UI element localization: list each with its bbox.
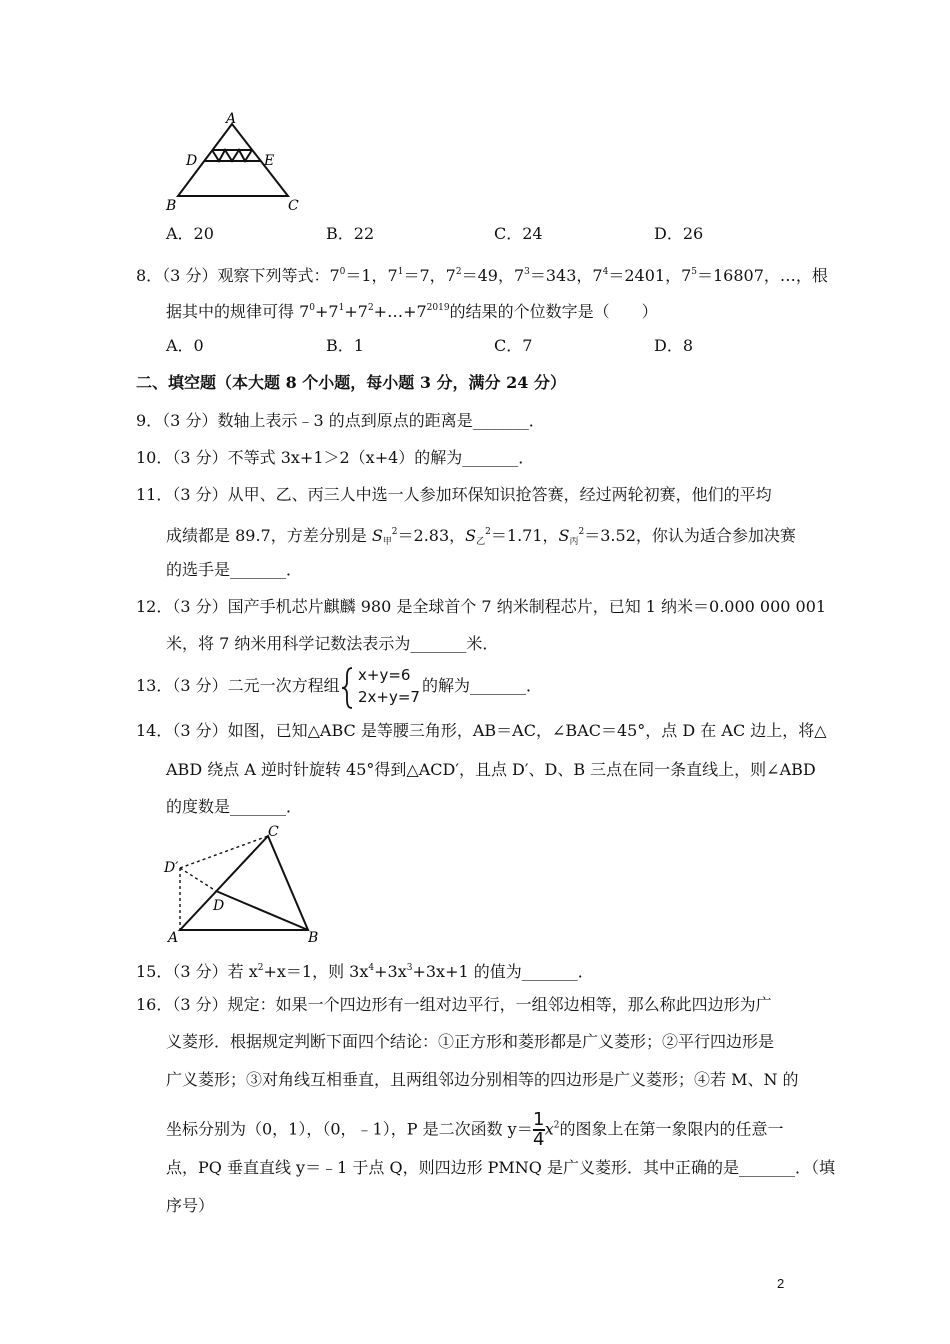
q16-line3: 广义菱形；③对角线互相垂直，且两组邻边分别相等的四边形是广义菱形；④若 M、N 的 xyxy=(166,1070,799,1089)
page-number: 2 xyxy=(777,1276,785,1291)
q14-line3: 的度数是_______． xyxy=(166,797,303,816)
label-d2: D xyxy=(213,898,225,914)
q8-line1: 8．（3 分）观察下列等式：$7^0=1$，$7^1=7$，$7^2=49$，$7^3=343$，$7^4=2401$，$7^5=16807$，…，根 xyxy=(136,266,828,285)
q13-brace xyxy=(340,666,354,710)
q8-line2: 据其中的规律可得 $7^0+7^1+7^2+\dots+7^{2019}$的结果的个位数字是（ ） xyxy=(166,302,658,321)
q7-option-d: D．26 xyxy=(654,224,704,243)
label-dprime: D′ xyxy=(164,860,179,876)
q15: 15．（3 分）若 $x^2+x=1$，则 $3x^4+3x^3+3x+1$ 的值为_______． xyxy=(136,962,594,981)
label-a: A xyxy=(226,112,237,127)
q12-line2: 米，将 7 纳米用科学记数法表示为_______米． xyxy=(166,634,499,653)
q13-prefix: 13．（3 分）二元一次方程组 xyxy=(136,676,340,695)
dash-dp-c xyxy=(180,836,268,868)
q10: 10．（3 分）不等式 3x+1＞2（x+4）的解为_______． xyxy=(136,448,535,467)
zigzag xyxy=(212,150,252,161)
triangle-abc-2 xyxy=(180,836,308,930)
label-a2: A xyxy=(168,930,179,946)
label-d: D xyxy=(186,153,198,169)
label-e: E xyxy=(264,153,275,169)
q11-line1: 11．（3 分）从甲、乙、丙三人中选一人参加环保知识抢答赛，经过两轮初赛，他们的平均 xyxy=(136,485,772,504)
label-b2: B xyxy=(308,930,319,946)
q8-option-c: C．7 xyxy=(494,336,533,355)
q14-line2: ABD 绕点 A 逆时针旋转 45°得到△ACD′，且点 D′、D、B 三点在同一条直线上，则∠ABD xyxy=(166,760,816,779)
q13-eq2: 2x+y=7 xyxy=(358,688,420,706)
q16-line5: 点，PQ 垂直直线 y＝﹣1 于点 Q，则四边形 PMNQ 是广义菱形．其中正确的是_______．（填 xyxy=(166,1158,836,1177)
q12-line1: 12．（3 分）国产手机芯片麒麟 980 是全球首个 7 纳米制程芯片，已知 1 纳米＝0.000 000 001 xyxy=(136,597,827,616)
q8-option-b: B．1 xyxy=(326,336,364,355)
q11-line3: 的选手是_______． xyxy=(166,560,303,579)
label-c: C xyxy=(288,198,299,212)
q13-eq1: x+y=6 xyxy=(358,666,411,684)
section-2-heading: 二、填空题（本大题 8 个小题，每小题 3 分，满分 24 分） xyxy=(136,373,566,392)
q13-suffix: 的解为_______． xyxy=(422,676,543,695)
dash-dp-d xyxy=(180,868,216,891)
q16-line6: 序号） xyxy=(166,1196,215,1215)
q7-option-b: B．22 xyxy=(326,224,375,243)
q16-line1: 16．（3 分）规定：如果一个四边形有一组对边平行，一组邻边相等，那么称此四边形为广 xyxy=(136,995,772,1014)
fraction-one-quarter: $\frac{1}{4}$ xyxy=(532,1109,545,1150)
q7-option-c: C．24 xyxy=(494,224,543,243)
q11-line2: 成绩都是 89.7，方差分别是 $S_甲^2=2.83$，$S_乙^2=1.71$，$S_丙^2=3.52$，你认为适合参加决赛 xyxy=(166,526,796,547)
q16-line4: 坐标分别为（0，1），（0，﹣1），P 是二次函数 y＝ $\frac{1}{4}$ $x^2$的图象上在第一象限内的任意一 xyxy=(166,1109,784,1150)
q14-line1: 14．（3 分）如图，已知△ABC 是等腰三角形，AB＝AC，∠BAC＝45°，点 D 在 AC 边上，将△ xyxy=(136,721,827,740)
label-b: B xyxy=(166,198,177,212)
q9: 9．（3 分）数轴上表示﹣3 的点到原点的距离是_______． xyxy=(136,411,545,430)
q7-option-a: A．20 xyxy=(166,224,214,243)
figure-triangle-ade xyxy=(160,112,310,212)
q8-option-a: A．0 xyxy=(166,336,204,355)
q16-line2: 义菱形．根据规定判断下面四个结论：①正方形和菱形都是广义菱形；②平行四边形是 xyxy=(166,1032,775,1051)
q8-option-d: D．8 xyxy=(654,336,694,355)
label-c2: C xyxy=(268,824,279,840)
figure-rotation-triangle xyxy=(160,822,330,946)
